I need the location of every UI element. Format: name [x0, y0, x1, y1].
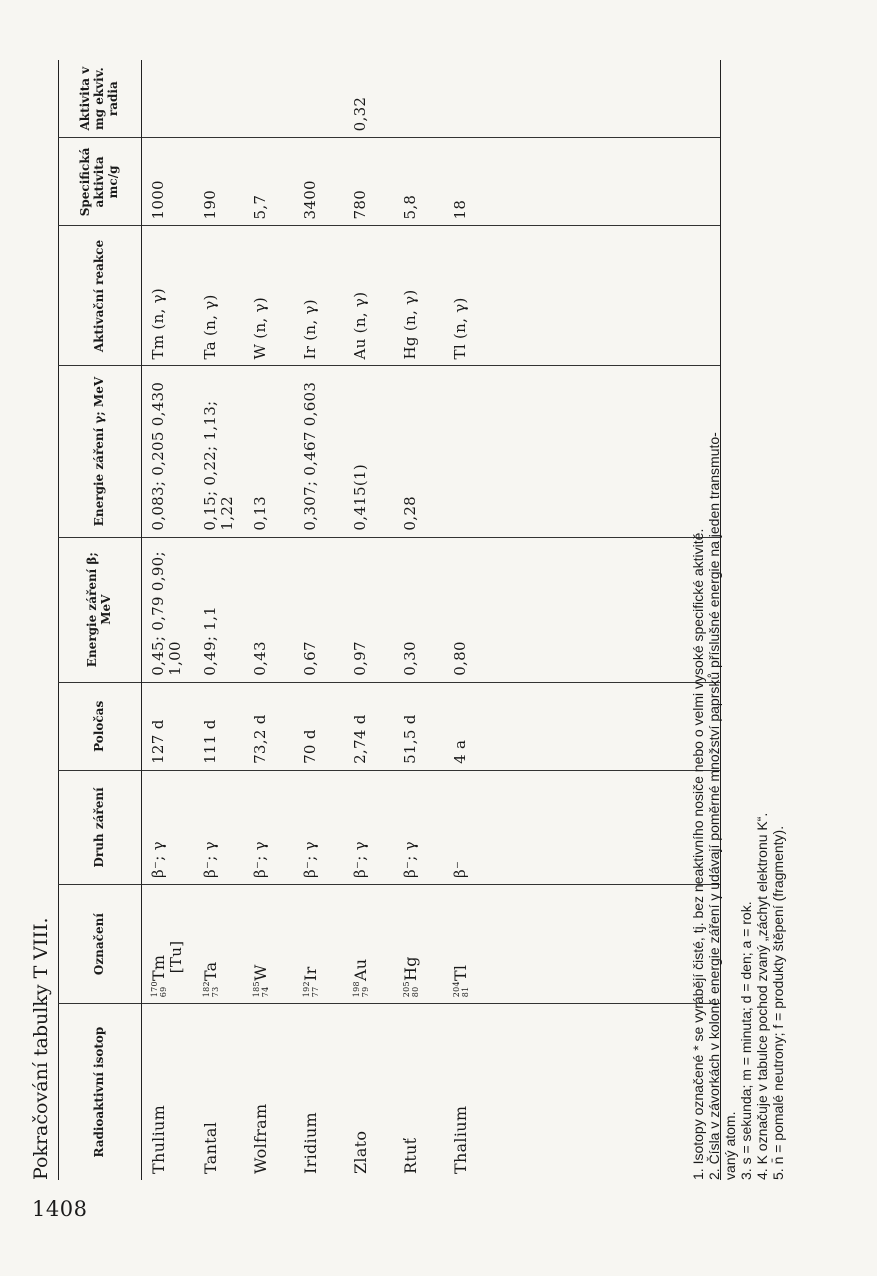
footnote: 3. s = sekunda; m = minuta; d = den; a = rok.: [738, 901, 754, 1180]
radiation-type: β⁻; γ: [394, 770, 444, 884]
gamma-energy: [444, 366, 721, 537]
alternate-symbol: [Tu]: [167, 940, 186, 974]
isotope-name: Thalium: [444, 1004, 721, 1180]
activation-reaction: W (n, γ): [244, 226, 294, 366]
isotope-symbol: [244, 884, 294, 1003]
isotope-name: Rtuť: [394, 1004, 444, 1180]
radium-activity: [194, 60, 245, 138]
half-life: 70 d: [294, 682, 344, 770]
table-row: [444, 60, 721, 1180]
header-cell: Označení: [59, 884, 142, 1003]
gamma-energy: 0,307; 0,467 0,603: [294, 366, 344, 537]
radiation-type: β⁻; γ: [344, 770, 394, 884]
isotope-name: Thulium: [142, 1004, 194, 1180]
specific-activity: 5,8: [394, 138, 444, 226]
header-cell: Poločas: [59, 682, 142, 770]
table-caption: Pokračování tabulky T VIII.: [30, 917, 52, 1180]
header-cell: Specifická aktivita mc/g: [59, 138, 142, 226]
radiation-type: β⁻; γ: [194, 770, 245, 884]
mass-number: 204: [452, 981, 462, 998]
specific-activity: 5,7: [244, 138, 294, 226]
rotated-content: [30, 30, 830, 1180]
radiation-type: β⁻: [444, 770, 721, 884]
mass-number: 198: [352, 981, 362, 998]
isotope-numbers: [202, 981, 220, 997]
header-cell: Aktivační reakce: [59, 226, 142, 366]
radium-activity: 0,32: [351, 96, 370, 132]
activation-reaction: Tl (n, γ): [444, 226, 721, 366]
radium-activity: [444, 60, 721, 138]
atomic-number: 77: [311, 986, 321, 998]
half-life: 127 d: [142, 682, 194, 770]
gamma-energy: 0,083; 0,205 0,430: [142, 366, 194, 537]
footnote: 2. Čísla v závorkách v koloně energie záření γ udávají poměrné množství paprsků příslušné energie na jeden transmuto-: [706, 432, 722, 1180]
activation-reaction: Ir (n, γ): [294, 226, 344, 366]
isotope-name: Zlato: [344, 1004, 394, 1180]
half-life: 51,5 d: [394, 682, 444, 770]
gamma-energy: 0,13: [244, 366, 294, 537]
beta-energy: 0,49; 1,1: [194, 537, 245, 682]
atomic-number: 69: [159, 986, 169, 998]
half-life: 111 d: [194, 682, 245, 770]
activation-reaction: Ta (n, γ): [194, 226, 245, 366]
table-row: [244, 60, 294, 1180]
isotope-table: [58, 60, 721, 1180]
footnote: vaný atom.: [722, 1111, 738, 1180]
table-row: [344, 60, 394, 1180]
radiation-type: β⁻; γ: [294, 770, 344, 884]
radium-activity: [294, 60, 344, 138]
atomic-number: 74: [261, 986, 271, 998]
beta-energy: 0,80: [444, 537, 721, 682]
specific-activity: 780: [344, 138, 394, 226]
isotope-symbol: [394, 884, 444, 1003]
radiation-type: β⁻; γ: [142, 770, 194, 884]
beta-energy: 0,67: [294, 537, 344, 682]
isotope-name: Iridium: [294, 1004, 344, 1180]
mass-number: 182: [201, 981, 211, 998]
mass-number: 185: [252, 981, 262, 998]
element-symbol: W: [251, 964, 271, 982]
gamma-energy: 0,415(1): [344, 366, 394, 537]
header-cell: Energie záření γ; MeV: [59, 366, 142, 537]
isotope-numbers: [150, 981, 168, 997]
element-symbol: Tl: [451, 964, 471, 982]
table-row: [194, 60, 245, 1180]
atomic-number: 81: [461, 986, 471, 998]
isotope-symbol: [444, 884, 721, 1003]
atomic-number: 80: [411, 986, 421, 998]
footnote: 1. Isotopy označené * se vyrábějí čisté, tj. bez neaktivního nosiče nebo o velmi vysoké specifické aktivitě.: [690, 528, 706, 1180]
element-symbol: Au: [351, 958, 371, 982]
radium-activity: [394, 60, 444, 138]
specific-activity: 190: [194, 138, 245, 226]
table-row: [294, 60, 344, 1180]
element-symbol: Tm: [149, 954, 168, 982]
atomic-number: 73: [210, 986, 220, 998]
page-number: 1408: [32, 1197, 88, 1221]
isotope-symbol: [294, 884, 344, 1003]
beta-energy: 0,30: [394, 537, 444, 682]
isotope-symbol: [142, 884, 194, 1003]
activation-reaction: Au (n, γ): [344, 226, 394, 366]
footnote: 5. n̄ = pomalé neutrony; f = produkty štěpení (fragmenty).: [770, 825, 786, 1180]
header-cell: Aktivita v mg ekviv. radia: [59, 60, 142, 138]
gamma-energy: 0,15; 0,22; 1,13; 1,22: [194, 366, 245, 537]
isotope-name: Wolfram: [244, 1004, 294, 1180]
isotope-numbers: [452, 981, 470, 997]
table-row: [142, 60, 194, 1180]
radium-activity: [142, 60, 194, 138]
table-row: [394, 60, 444, 1180]
beta-energy: 0,45; 0,79 0,90; 1,00: [142, 537, 194, 682]
activation-reaction: Tm (n, γ): [142, 226, 194, 366]
radium-activity: [244, 60, 294, 138]
beta-energy: 0,43: [244, 537, 294, 682]
specific-activity: 1000: [142, 138, 194, 226]
atomic-number: 79: [361, 986, 371, 998]
isotope-symbol: [194, 884, 245, 1003]
half-life: 73,2 d: [244, 682, 294, 770]
table-header-row: [59, 60, 142, 1180]
element-symbol: Ir: [301, 966, 321, 982]
header-cell: Radioaktivní isotop: [59, 1004, 142, 1180]
specific-activity: 3400: [294, 138, 344, 226]
isotope-name: Tantal: [194, 1004, 245, 1180]
mass-number: 170: [150, 981, 160, 998]
element-symbol: Ta: [200, 961, 220, 982]
footnotes: [690, 60, 786, 1180]
activation-reaction: Hg (n, γ): [394, 226, 444, 366]
beta-energy: 0,97: [344, 537, 394, 682]
header-cell: Energie záření β; MeV: [59, 537, 142, 682]
isotope-numbers: [252, 981, 270, 997]
specific-activity: 18: [444, 138, 721, 226]
header-cell: Druh záření: [59, 770, 142, 884]
half-life: 2,74 d: [344, 682, 394, 770]
radiation-type: β⁻; γ: [244, 770, 294, 884]
half-life: 4 a: [444, 682, 721, 770]
gamma-energy: 0,28: [394, 366, 444, 537]
element-symbol: Hg: [401, 956, 421, 982]
isotope-numbers: [352, 981, 370, 997]
isotope-symbol: [344, 884, 394, 1003]
isotope-numbers: [402, 981, 420, 997]
table-body: [142, 60, 721, 1180]
isotope-numbers: [302, 981, 320, 997]
mass-number: 205: [402, 981, 412, 998]
mass-number: 192: [302, 981, 312, 998]
footnote: 4. K označuje v tabulce pochod zvaný „záchyt elektronu K“.: [754, 812, 770, 1180]
